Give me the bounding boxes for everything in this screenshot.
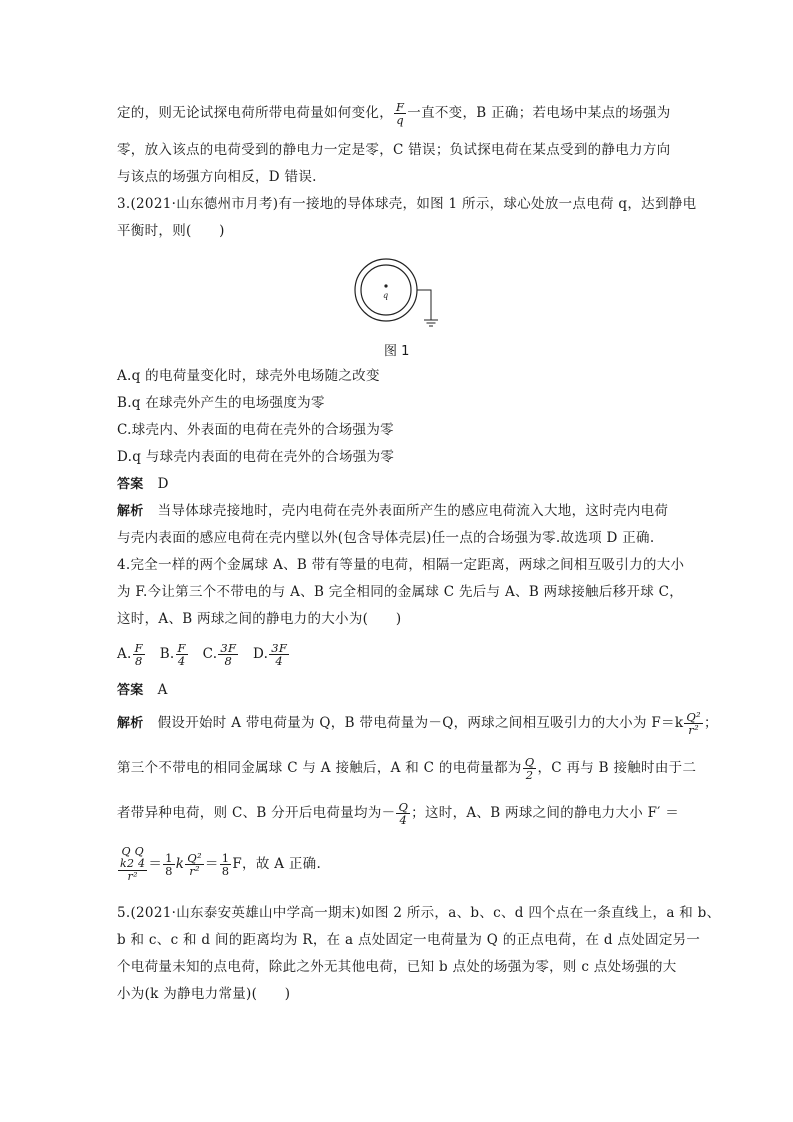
ground-wire [417,290,431,320]
q4-stem-1: 4.完全一样的两个金属球 A、B 带有等量的电荷，相隔一定距离，两球之间相互吸引力的大小 [117,557,685,573]
compound-fraction: Q Q k2 4 r² [120,845,146,883]
q3-option-a: A.q 的电荷量变化时，球壳外电场随之改变 [117,368,380,384]
q3-stem-2: 平衡时，则( ) [117,223,225,239]
q5-stem-4: 小为(k 为静电力常量)( ) [117,986,291,1002]
figure-1-caption: 图 1 [384,344,410,359]
answer-label: 答案 [117,477,144,492]
q4-stem-2: 为 F.今让第三个不带电的与 A、B 完全相同的金属球 C 先后与 A、B 两球接触后移开球 C， [117,584,684,600]
figure-1-grounded-shell [352,258,442,334]
fraction-f-over-q: $\frac{F}{q}$ [396,100,405,127]
q4-option-b: B. $\frac{F}{4}$ [159,641,186,668]
q5-stem-3: 个电荷量未知的点电荷，除此之外无其他电荷，已知 b 点处的场强为零，则 c 点处场强的大 [117,959,677,975]
charge-label: q [383,291,389,300]
q3-answer: D [157,476,169,492]
q3-stem-1: 3.(2021·山东德州市月考)有一接地的导体球壳，如图 1 所示，球心处放一点电荷 q，达到静电 [117,196,697,212]
q5-stem-2: b 和 c、c 和 d 间的距离均为 R，在 a 点处固定一电荷量为 Q 的正点电荷，在 d 点处固定另一 [117,932,701,948]
q4-option-a: A. $\frac{F}{8}$ [117,641,143,668]
q4-answer-line [117,680,682,701]
q4-analysis-line-2: 第三个不带电的相同金属球 C 与 A 接触后，A 和 C 的电荷量都为 $\frac{Q}{2}$ ，C 再与 B 接触时由于二 [117,755,697,782]
answer-label: 答案 [117,683,144,698]
analysis-label: 解析 [117,504,144,519]
analysis-label: 解析 [117,716,144,731]
q4-answer: A [157,682,168,698]
q3-analysis-line-1: 解析 当导体球壳接地时，壳内电荷在壳外表面所产生的感应电荷流入大地，这时壳内电荷 [117,503,669,519]
q4-analysis-line-3: 者带异种电荷，则 C、B 分开后电荷量均为－ $\frac{Q}{4}$ ；这时，A、B 两球之间的静电力大小 F′ ＝ [117,800,680,827]
prev-line-1-text-b: 一直不变，B 正确；若电场中某点的场强为 [407,105,671,121]
q4-options [117,640,682,668]
prev-line-1 [117,100,682,126]
q3-analysis-line-2: 与壳内表面的感应电荷在壳内壁以外(包含导体壳层)任一点的合场强为零.故选项 D 正确. [117,530,655,546]
q3-option-c: C.球壳内、外表面的电荷在壳外的合场强为零 [117,422,394,438]
q3-option-b: B.q 在球壳外产生的电场强度为零 [117,395,325,411]
point-charge-dot [384,284,387,287]
q4-stem-3: 这时，A、B 两球之间的静电力的大小为( ) [117,611,402,627]
q3-option-d: D.q 与球壳内表面的电荷在壳外的合场强为零 [117,449,395,465]
q4-analysis-line-1: 解析 假设开始时 A 带电荷量为 Q，B 带电荷量为－Q，两球之间相互吸引力的大小为 F＝k $\frac{\text{Q²}}{\text{r²}}$ ； [117,710,718,737]
q5-stem-1: 5.(2021·山东泰安英雄山中学高一期末)如图 2 所示，a、b、c、d 四个点在一条直线上，a 和 b、 [117,905,721,921]
prev-line-2: 零，放入该点的电荷受到的静电力一定是零，C 错误；负试探电荷在某点受到的静电力方向 [117,142,671,158]
prev-line-1-text-a: 定的，则无论试探电荷所带电荷量如何变化， [117,105,393,121]
q4-option-c: C. $\frac{3F}{8}$ [202,641,237,668]
q3-answer-line [117,474,682,495]
shell-outer-circle [355,259,417,321]
shell-inner-circle [361,265,411,315]
q4-analysis-line-4: Q Q k2 4 r² ＝ $\frac{1}{8}$ k $\frac{\text{Q²}}{\text{r²}}$ ＝ $\frac{1}{8}$ F，故 A 正确. [120,845,322,883]
prev-line-3: 与该点的场强方向相反，D 错误. [117,169,317,185]
q4-option-d: D. $\frac{3F}{4}$ [253,641,288,668]
grounded-shell-diagram [352,258,442,334]
